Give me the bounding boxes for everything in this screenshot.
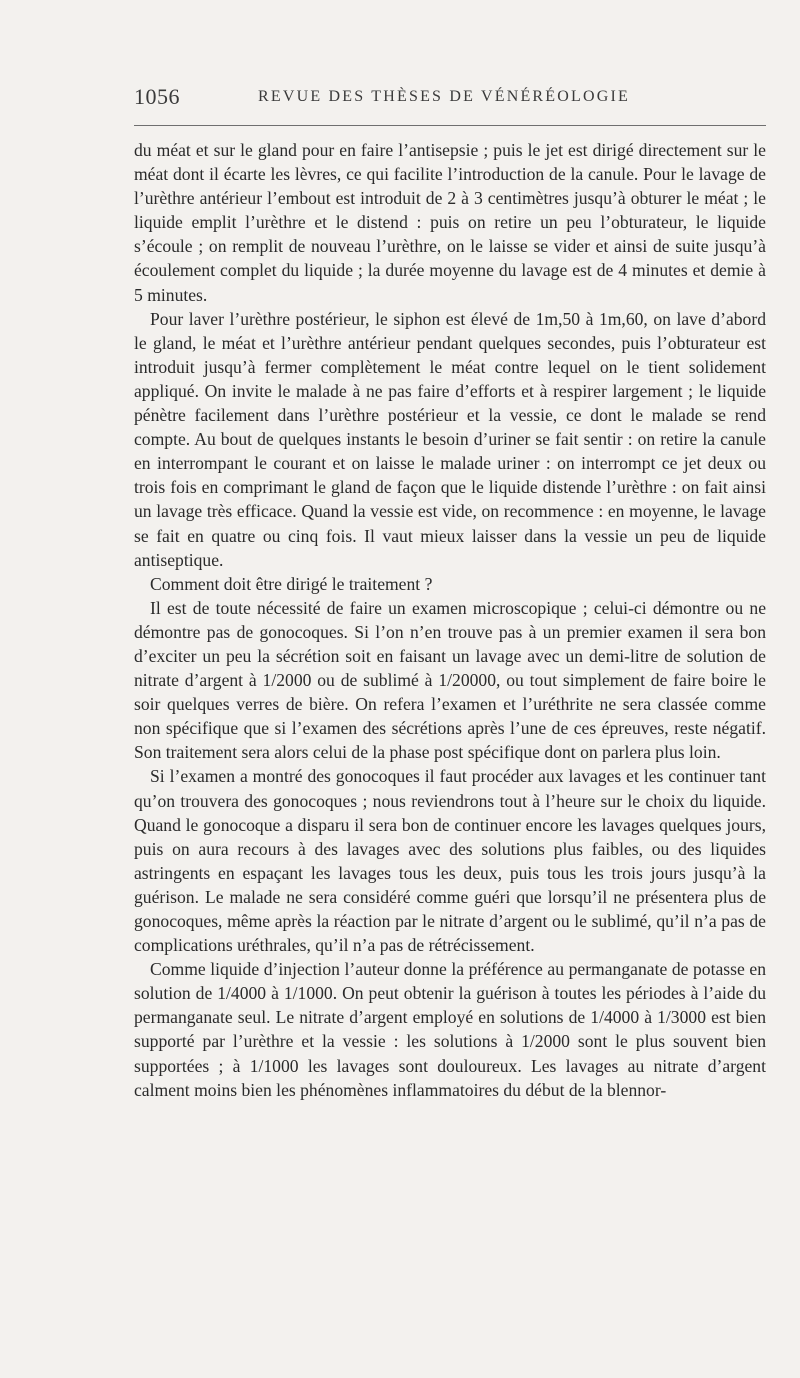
paragraph-posterior-urethra: Pour laver l’urèthre postérieur, le siphon est élevé de 1m,50 à 1m,60, on lave d’abord le gland, le méat et l’urèthre antérieur pendant quelques secondes, puis l’obturateur est introduit jusqu’à fermer complètement le méat contre lequel on le tient solidement appliqué. On invite le malade à ne pas faire d’efforts et à respirer largement ; le liquide pénètre facilement dans l’urèthre postérieur et la vessie, ce dont le malade se rend compte. Au bout de quelques instants le besoin d’uriner se fait sentir : on retire la canule en interrompant le courant et on laisse le malade uriner : on interrompt ce jet deux ou trois fois en comprimant le gland de façon que le liquide distende l’urèthre : on fait ainsi un lavage très efficace. Quand la vessie est vide, on recommence : en moyenne, le lavage se fait en quatre ou cinq fois. Il vaut mieux laisser dans la vessie un peu de liquide antiseptique. xyxy=(134,308,766,570)
paragraph-microscopic-exam: Il est de toute nécessité de faire un examen microscopique ; celui-ci démontre ou ne démontre pas de gonocoques. Si l’on n’en trouve pas à un premier examen il sera bon d’exciter un peu la sécrétion soit en faisant un lavage avec un demi-litre de solution de nitrate d’argent à 1/2000 ou de sublimé à 1/20000, ou tout simplement de faire boire le soir quelques verres de bière. On refera l’examen et l’uréthrite ne sera classée comme non spécifique que si l’examen des sécrétions après l’une de ces épreuves, reste négatif. Son traitement sera alors celui de la phase post spécifique dont on parlera plus loin. xyxy=(134,597,766,763)
paragraph-gonococci: Si l’examen a montré des gonocoques il faut procéder aux lavages et les continuer tant qu’on trouvera des gonocoques ; nous reviendrons tout à l’heure sur le choix du liquide. Quand le gonocoque a disparu il sera bon de continuer encore les lavages quelques jours, puis on aura recours à des lavages avec des solutions plus faibles, ou des liquides astringents en espaçant les lavages tous les deux, puis tous les trois jours jusqu’à la guérison. Le malade ne sera considéré comme guéri que lorsqu’il ne présentera plus de gonocoques, même après la réaction par le nitrate d’argent ou le sublimé, qu’il n’a pas de complications uréthrales, qu’il n’a pas de rétrécissement. xyxy=(134,766,766,956)
paragraph-injection-liquid: Comme liquide d’injection l’auteur donne la préférence au permanganate de potasse en solution de 1/4000 à 1/1000. On peut obtenir la guérison à toutes les périodes à l’aide du permanganate seul. Le nitrate d’argent employé en solutions de 1/4000 à 1/3000 est bien supporté par l’urèthre et la vessie : les solutions à 1/2000 sont le plus souvent bien supportées ; à 1/1000 les lavages sont douloureux. Les lavages au nitrate d’argent calment moins bien les phénomènes inflammatoires du début de la blennor- xyxy=(134,959,766,1100)
article-body xyxy=(134,138,766,1102)
page-number: 1056 xyxy=(134,84,180,109)
paragraph-continuation: du méat et sur le gland pour en faire l’antisepsie ; puis le jet est dirigé directement sur le méat dont il écarte les lèvres, ce qui facilite l’introduction de la canule. Pour le lavage de l’urèthre antérieur l’embout est introduit de 2 à 3 centimètres jusqu’à obturer le méat ; le liquide emplit l’urèthre et le distend : puis on retire un peu l’obturateur, le liquide s’écoule ; on remplit de nouveau l’urèthre, on le laisse se vider et ainsi de suite jusqu’à écoulement complet du liquide ; la durée moyenne du lavage est de 4 minutes et demie à 5 minutes. xyxy=(134,140,766,305)
header-divider xyxy=(134,125,766,126)
page-header xyxy=(134,84,766,118)
paragraph-question: Comment doit être dirigé le traitement ? xyxy=(150,573,433,594)
running-title: REVUE DES THÈSES DE VÉNÉRÉOLOGIE xyxy=(258,88,631,105)
